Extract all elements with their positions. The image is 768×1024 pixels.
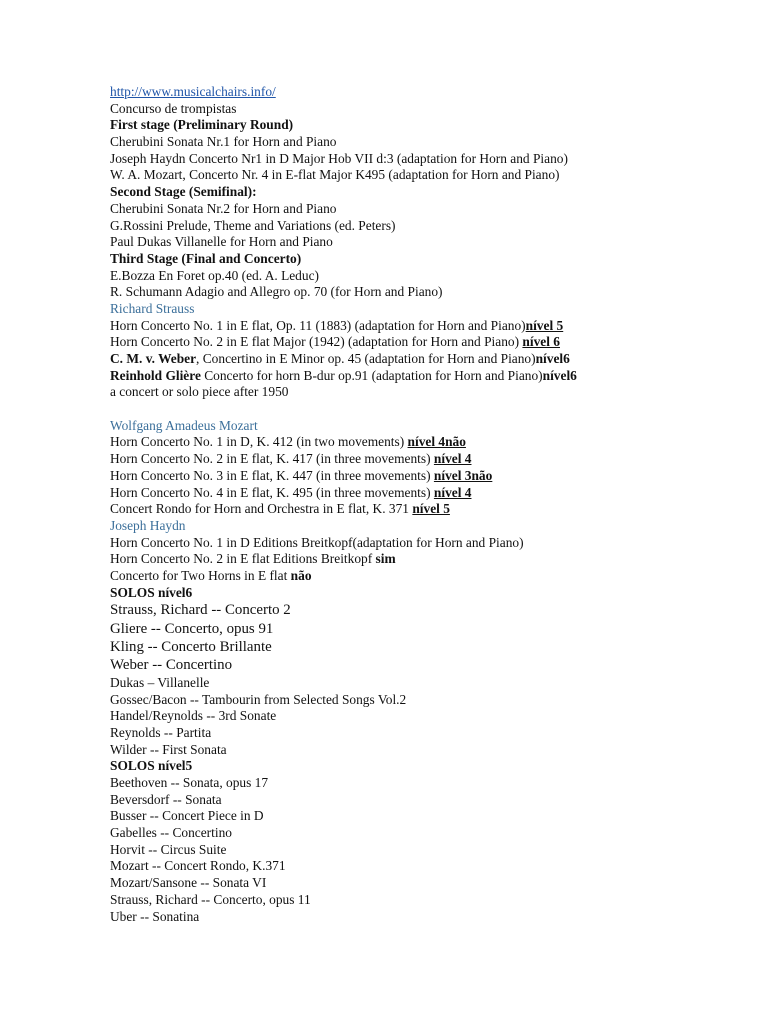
solos5-item: Horvit -- Circus Suite	[110, 841, 227, 857]
solos6-item: Handel/Reynolds -- 3rd Sonate	[110, 708, 277, 724]
tag-label: não	[290, 567, 312, 583]
level-label: nível 6	[522, 334, 560, 350]
solos6-big-item: Gliere -- Concerto, opus 91	[110, 620, 274, 637]
haydn-link-line	[110, 518, 750, 535]
mozart-link[interactable]: Wolfgang Amadeus Mozart	[110, 417, 258, 433]
second-stage-item: Cherubini Sonata Nr.2 for Horn and Piano	[110, 200, 337, 216]
second-stage-item: Paul Dukas Villanelle for Horn and Piano	[110, 234, 333, 250]
blank-line	[110, 401, 750, 418]
mozart-concerto-2: Horn Concerto No. 2 in E flat, K. 417 (in three movements) nível 4	[110, 451, 472, 467]
mozart-concerto-4: Horn Concerto No. 4 in E flat, K. 495 (in three movements) nível 4	[110, 484, 472, 500]
level-label: nível 3não	[433, 467, 493, 483]
solos5-item: Strauss, Richard -- Concerto, opus 11	[110, 891, 311, 907]
third-stage-heading: Third Stage (Final and Concerto)	[110, 250, 302, 266]
level-label: nível6	[535, 351, 570, 366]
level-label: nível 5	[525, 317, 564, 333]
level-label: nível 4	[433, 484, 472, 500]
solos5-item: Beversdorf -- Sonata	[110, 791, 222, 807]
strauss-concerto-2: Horn Concerto No. 2 in E flat Major (1942) (adaptation for Horn and Piano) nível 6	[110, 334, 560, 350]
solos5-heading: SOLOS nível5	[110, 758, 193, 774]
gliere-concerto: Reinhold Glière Concerto for horn B-dur op.91 (adaptation for Horn and Piano)nível6	[110, 367, 577, 383]
solos6-big-item: Weber -- Concertino	[110, 657, 233, 674]
level-label: nível 4não	[407, 434, 466, 450]
mozart-concerto-1: Horn Concerto No. 1 in D, K. 412 (in two movements) nível 4não	[110, 434, 466, 450]
solos5-item: Busser -- Concert Piece in D	[110, 808, 264, 824]
first-stage-item: Joseph Haydn Concerto Nr1 in D Major Hob VII d:3 (adaptation for Horn and Piano)	[110, 150, 568, 166]
solos6-item: Dukas – Villanelle	[110, 674, 210, 690]
solos5-item: Beethoven -- Sonata, opus 17	[110, 775, 269, 790]
first-stage-item: W. A. Mozart, Concerto Nr. 4 in E-flat Major K495 (adaptation for Horn and Piano)	[110, 167, 560, 183]
strauss-link[interactable]: Richard Strauss	[110, 300, 195, 316]
level-label: nível 4	[433, 451, 472, 467]
third-stage-item: R. Schumann Adagio and Allegro op. 70 (for Horn and Piano)	[110, 284, 443, 300]
second-stage-item: G.Rossini Prelude, Theme and Variations (ed. Peters)	[110, 217, 396, 233]
first-stage-heading: First stage (Preliminary Round)	[110, 117, 294, 133]
mozart-link-line	[110, 418, 750, 435]
document-body	[110, 84, 750, 925]
level-label: nível6	[542, 367, 577, 383]
haydn-concerto-2: Horn Concerto No. 2 in E flat Editions Breitkopf sim	[110, 551, 396, 567]
solos6-item: Wilder -- First Sonata	[110, 741, 227, 757]
strauss-concerto-1: Horn Concerto No. 1 in E flat, Op. 11 (1883) (adaptation for Horn and Piano)nível 5	[110, 317, 564, 333]
solos6-item: Gossec/Bacon -- Tambourin from Selected Songs Vol.2	[110, 691, 407, 707]
solos5-item: Mozart/Sansone -- Sonata VI	[110, 875, 267, 891]
solos6-big-item: Strauss, Richard -- Concerto 2	[110, 602, 291, 619]
document-title: Concurso de trompistas	[110, 100, 237, 116]
haydn-concerto-1: Horn Concerto No. 1 in D Editions Breitkopf(adaptation for Horn and Piano)	[110, 534, 524, 550]
solos5-item: Gabelles -- Concertino	[110, 825, 232, 841]
after-1950-line: a concert or solo piece after 1950	[110, 384, 289, 400]
haydn-two-horns: Concerto for Two Horns in E flat não	[110, 567, 312, 583]
solos6-item: Reynolds -- Partita	[110, 724, 212, 740]
mozart-concerto-3: Horn Concerto No. 3 in E flat, K. 447 (in three movements) nível 3não	[110, 467, 493, 483]
source-link-line	[110, 84, 750, 101]
first-stage-item: Cherubini Sonata Nr.1 for Horn and Piano	[110, 134, 337, 150]
level-label: nível 5	[412, 501, 450, 517]
weber-concertino: C. M. v. Weber, Concertino in E Minor op. 45 (adaptation for Horn and Piano)nível6	[110, 351, 570, 366]
solos6-big-item: Kling -- Concerto Brillante	[110, 639, 272, 656]
source-link[interactable]: http://www.musicalchairs.info/	[110, 84, 276, 99]
solos5-item: Uber -- Sonatina	[110, 908, 200, 924]
second-stage-heading: Second Stage (Semifinal):	[110, 184, 257, 200]
haydn-link[interactable]: Joseph Haydn	[110, 517, 186, 533]
third-stage-item: E.Bozza En Foret op.40 (ed. A. Leduc)	[110, 267, 319, 283]
mozart-rondo: Concert Rondo for Horn and Orchestra in E flat, K. 371 nível 5	[110, 501, 450, 517]
tag-label: sim	[375, 551, 396, 567]
solos6-heading: SOLOS nível6	[110, 584, 193, 600]
strauss-link-line	[110, 301, 750, 318]
solos5-item: Mozart -- Concert Rondo, K.371	[110, 858, 286, 874]
